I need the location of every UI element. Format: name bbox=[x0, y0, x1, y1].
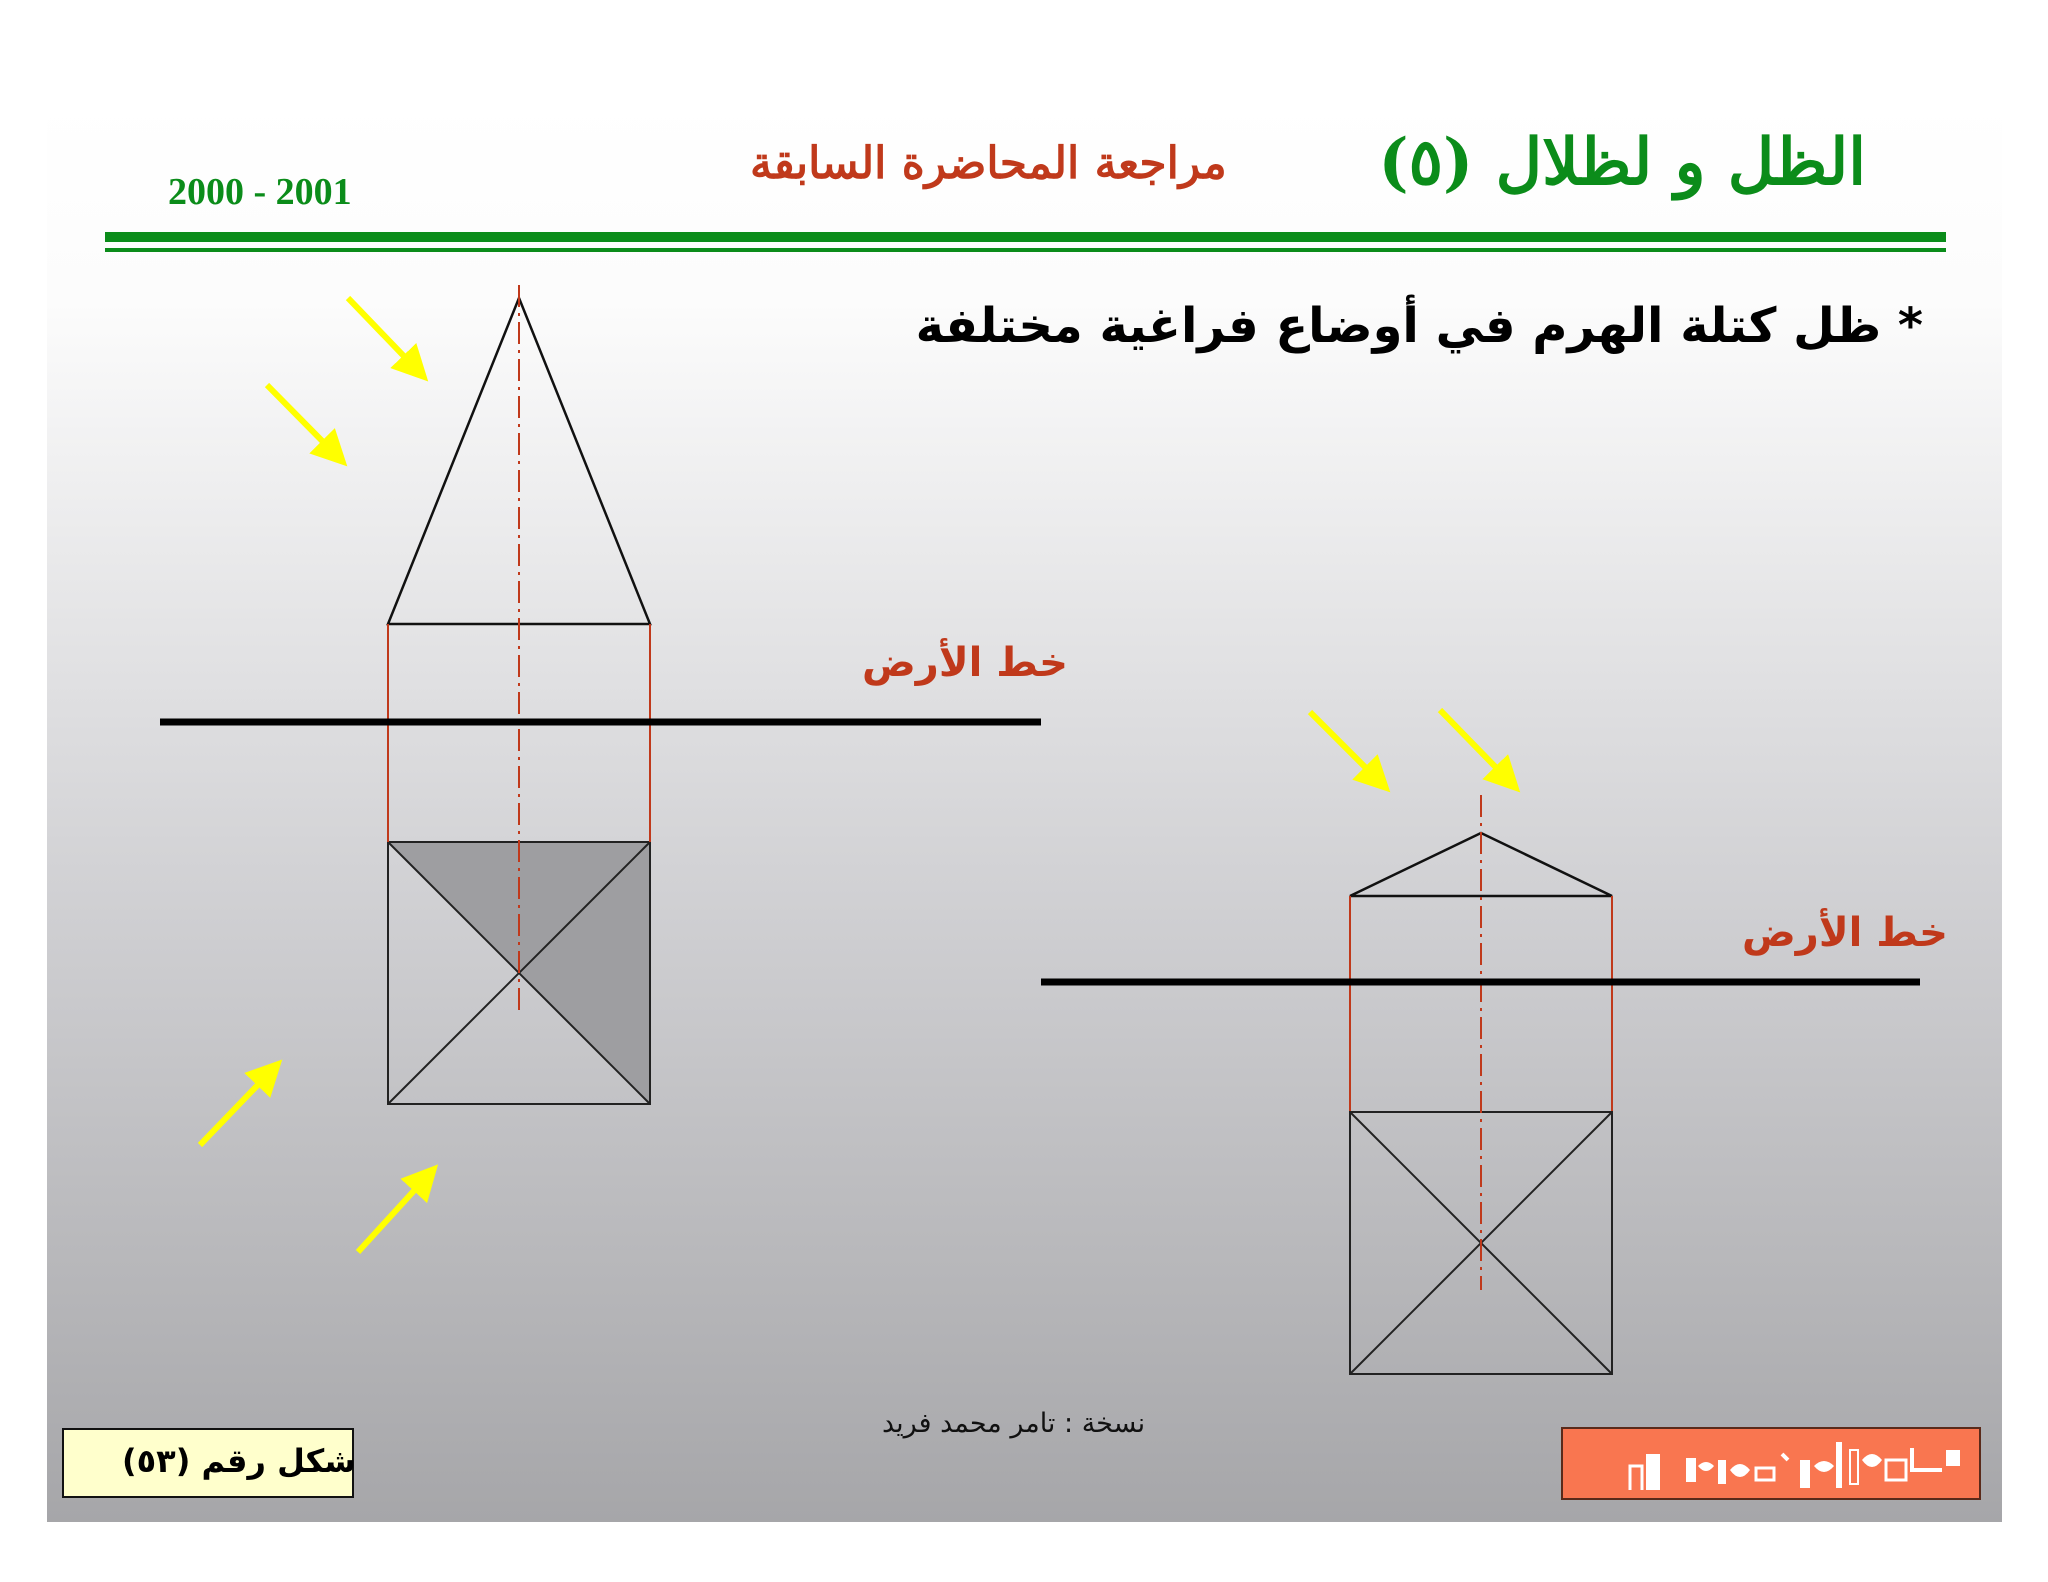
ground-line-label-right: خط الأرض bbox=[1742, 910, 1948, 956]
light-ray-arrow-6 bbox=[1440, 710, 1514, 786]
year-range: 2000 - 2001 bbox=[168, 171, 352, 213]
ground-line-label-left: خط الأرض bbox=[862, 640, 1068, 686]
light-ray-arrow-1 bbox=[348, 298, 422, 375]
right-pyramid-figure bbox=[1041, 795, 1920, 1374]
header-rule-thin bbox=[105, 248, 1946, 252]
author-credit: نسخة : تامر محمد فريد bbox=[882, 1408, 1146, 1439]
figure-number-label: شكل رقم (٥٣) bbox=[122, 1442, 356, 1480]
header-rule-thick bbox=[105, 232, 1946, 242]
light-ray-arrow-3 bbox=[200, 1066, 276, 1145]
department-logo-icon bbox=[1570, 1430, 1970, 1496]
slide-heading: * ظل كتلة الهرم في أوضاع فراغية مختلفة bbox=[915, 298, 1923, 354]
light-ray-arrow-5 bbox=[1310, 712, 1384, 786]
lecture-subtitle: مراجعة المحاضرة السابقة bbox=[750, 138, 1227, 189]
light-ray-arrows bbox=[200, 298, 1514, 1252]
lecture-title: الظل و لظلال (٥) bbox=[1378, 125, 1866, 200]
light-ray-arrow-2 bbox=[267, 385, 341, 460]
light-ray-arrow-4 bbox=[358, 1171, 432, 1252]
